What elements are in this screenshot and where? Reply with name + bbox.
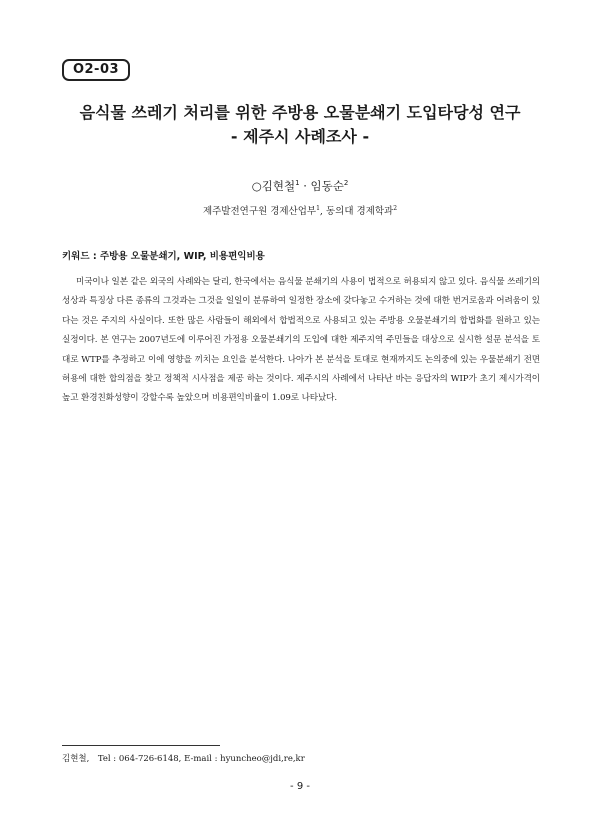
author-separator: · bbox=[303, 179, 307, 193]
paper-title: 음식물 쓰레기 처리를 위한 주방용 오물분쇄기 도입타당성 연구 bbox=[79, 103, 521, 122]
footnote: 김현철, Tel : 064-726-6148, E-mail : hyuncheo@jdi,re,kr bbox=[62, 754, 305, 764]
page-number: - 9 - bbox=[290, 781, 310, 792]
affiliation bbox=[0, 203, 600, 217]
author-affil-sup: 2 bbox=[343, 179, 349, 188]
paper-code-badge: O2-03 bbox=[62, 59, 130, 81]
affiliation-separator: , bbox=[319, 206, 326, 217]
author-name: 김현철 bbox=[261, 179, 296, 193]
abstract-text: 미국이나 일본 같은 외국의 사례와는 달리, 한국에서는 음식물 분쇄기의 사용이 법적으로 허용되지 않고 있다. 음식물 쓰레기의 성상과 특징상 다른 종류의 그것과는 그것을 일일이 분류하여 일정한 장소에 갖다놓고 수거하는 것에 대한 번거로움과 어려움이 있다는 것은 주지의 사실이다. 또한 많은 사람들이 해외에서 합법적으로 사용되고 있는 주방용 오물분쇄기의 합법화를 원하고 있는 실정이다. 본 연구는 2007년도에 이루어진 가정용 오물분쇄기의 도입에 대한 제주지역 주민들을 대상으로 실시한 설문 분석을 토대로 WTP를 추정하고 이에 영향을 끼치는 요인을 분석한다. 나아가 본 분석을 토대로 현재까지도 논의중에 있는 우물분쇄기 전면허용에 대한 합의점을 찾고 정책적 시사점을 제공 하는 것이다. 제주시의 사례에서 나타난 바는 응답자의 WIP가 초기 제시가격이 높고 환경친화성향이 강할수록 높았으며 비용편익비율이 1.09로 나타났다. bbox=[62, 277, 540, 404]
affiliation-org: 동의대 경제학과 bbox=[325, 206, 394, 217]
affiliation-sup: 1 bbox=[316, 204, 320, 212]
affiliation-sup: 2 bbox=[393, 204, 398, 212]
author-list bbox=[0, 178, 600, 194]
paper-subtitle: - 제주시 사례조사 - bbox=[230, 127, 370, 146]
keywords-text: 주방용 오물분쇄기, WIP, 비용편익비용 bbox=[99, 251, 265, 262]
author-affil-sup: 1 bbox=[295, 179, 300, 188]
presenter-marker: ○ bbox=[251, 179, 262, 193]
footnote-divider bbox=[62, 745, 220, 746]
author-name: 임동순 bbox=[310, 179, 344, 193]
keywords-label: 키워드 : bbox=[62, 251, 97, 262]
affiliation-org: 제주발전연구원 경제산업부 bbox=[202, 206, 317, 217]
keywords bbox=[62, 248, 265, 262]
